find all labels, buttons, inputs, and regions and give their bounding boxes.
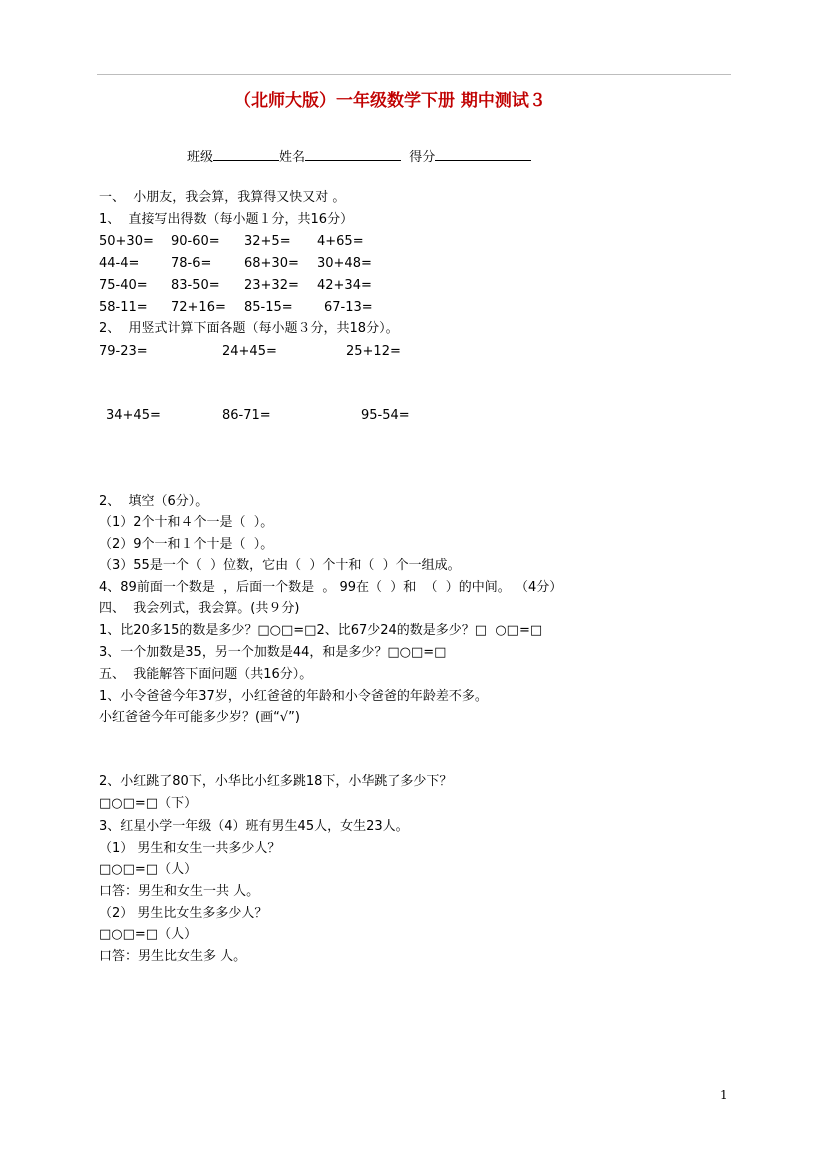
- answer-line: 口答：男生比女生多 人。: [99, 949, 247, 964]
- section-5-title: 五、 我能解答下面问题（共16分）。: [99, 667, 313, 682]
- fill-item: 4、89前面一个数是 ，后面一个数是 。 99在（ ）和 （ ）的中间。 （4分）: [99, 580, 563, 595]
- direct-calc: 30+48=: [317, 256, 372, 271]
- header-rule: [97, 74, 731, 75]
- direct-calc: 67-13=: [324, 300, 373, 315]
- vertical-calc: 24+45=: [222, 344, 277, 359]
- section-5-question: 2、小红跳了80下，小华比小红多跳18下，小华跳了多少下？: [99, 774, 453, 789]
- name-blank[interactable]: [305, 146, 401, 161]
- vertical-calc: 34+45=: [106, 408, 161, 423]
- direct-calc: 78-6=: [171, 256, 212, 271]
- question-2-title: 2、 用竖式计算下面各题（每小题３分，共18分）。: [99, 321, 399, 336]
- section-4-question: 3、一个加数是35，另一个加数是44，和是多少？□○□=□: [99, 645, 447, 660]
- score-blank[interactable]: [435, 146, 531, 161]
- direct-calc: 23+32=: [244, 278, 299, 293]
- name-label: 姓名: [279, 150, 306, 165]
- direct-calc: 50+30=: [99, 234, 154, 249]
- score-label: 得分: [409, 150, 436, 165]
- direct-calc: 32+5=: [244, 234, 291, 249]
- fill-item: （3）55是一个（ ）位数，它由（ ）个十和（ ）个一组成。: [99, 558, 461, 573]
- vertical-calc: 79-23=: [99, 344, 148, 359]
- page-number: 1: [720, 1088, 728, 1102]
- equation-line: □○□=□（人）: [99, 862, 198, 877]
- sub-question: （2） 男生比女生多多少人？: [99, 906, 268, 921]
- question-1-title: 1、 直接写出得数（每小题１分，共16分）: [99, 212, 354, 227]
- equation-line: □○□=□（人）: [99, 927, 198, 942]
- vertical-calc: 95-54=: [361, 408, 410, 423]
- section-5-question: 小红爸爸今年可能多少岁？(画“√”): [99, 710, 300, 725]
- direct-calc: 44-4=: [99, 256, 140, 271]
- class-label: 班级: [187, 150, 214, 165]
- direct-calc: 4+65=: [317, 234, 364, 249]
- fill-item: （1）2个十和４个一是（ ）。: [99, 515, 274, 530]
- fill-title: 2、 填空（6分）。: [99, 494, 209, 509]
- sub-question: （1） 男生和女生一共多少人？: [99, 841, 281, 856]
- answer-line: 口答：男生和女生一共 人。: [99, 884, 260, 899]
- class-blank[interactable]: [213, 146, 279, 161]
- page-title: （北师大版）一年级数学下册 期中测试３: [234, 91, 546, 111]
- direct-calc: 42+34=: [317, 278, 372, 293]
- section-4-title: 四、 我会列式，我会算。(共９分): [99, 601, 300, 616]
- direct-calc: 90-60=: [171, 234, 220, 249]
- student-info-line: [187, 146, 531, 167]
- direct-calc: 58-11=: [99, 300, 148, 315]
- vertical-calc: 86-71=: [222, 408, 271, 423]
- direct-calc: 83-50=: [171, 278, 220, 293]
- direct-calc: 75-40=: [99, 278, 148, 293]
- section-1-title: 一、 小朋友，我会算，我算得又快又对 。: [99, 190, 346, 205]
- fill-item: （2）9个一和１个十是（ ）。: [99, 537, 274, 552]
- equation-line: □○□=□（下）: [99, 796, 198, 811]
- direct-calc: 68+30=: [244, 256, 299, 271]
- section-5-question: 3、红星小学一年级（4）班有男生45人，女生23人。: [99, 819, 409, 834]
- section-5-question: 1、小令爸爸今年37岁，小红爸爸的年龄和小令爸爸的年龄差不多。: [99, 689, 488, 704]
- direct-calc: 72+16=: [171, 300, 226, 315]
- vertical-calc: 25+12=: [346, 344, 401, 359]
- direct-calc: 85-15=: [244, 300, 293, 315]
- section-4-question: 1、比20多15的数是多少？□○□=□2、比67少24的数是多少？□ ○□=□: [99, 623, 543, 638]
